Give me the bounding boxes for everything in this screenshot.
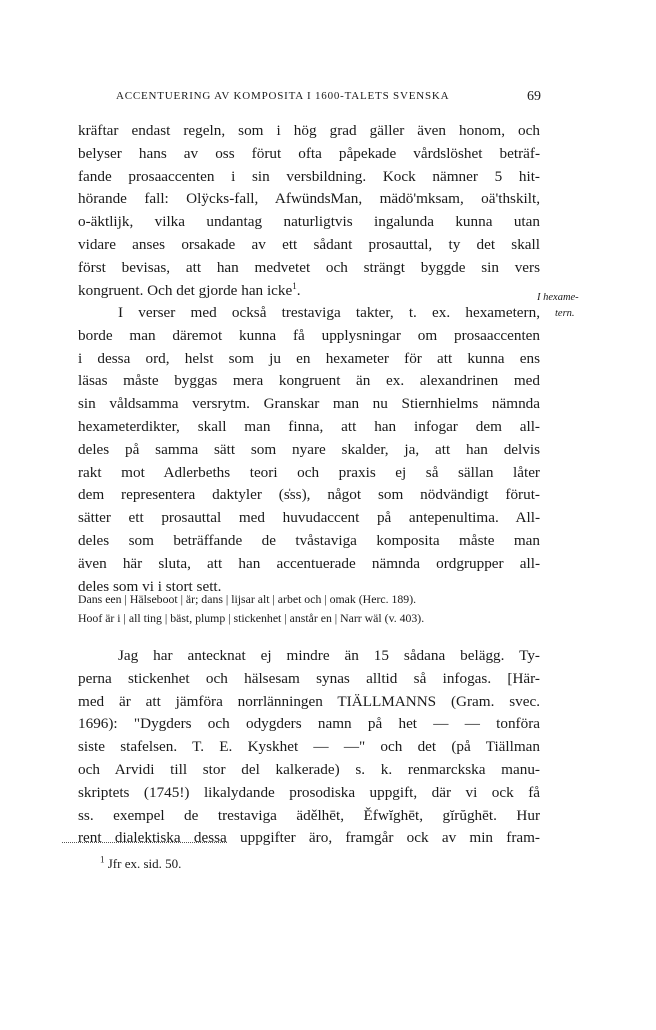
text-line: deles som beträffande de tvåstaviga komposita måste man <box>78 531 540 549</box>
text-line: hexameterdikter, skall man finna, att han infogar dem all- <box>78 417 540 435</box>
running-header <box>116 90 541 102</box>
text-line: Jag har antecknat ej mindre än 15 sådana belägg. Ty- <box>118 647 540 664</box>
text-line: deles som vi i stort sett. <box>78 577 222 595</box>
text-line: först bevisas, att han medvetet och strängt byggde sin vers <box>78 258 540 276</box>
text-line: skriptets (1745!) likalydande prosodiska uppgift, där vi ock få <box>78 783 540 801</box>
text-line: dem representera daktyler (s̍ss), något som nödvändigt förut- <box>78 486 540 504</box>
text-line: vidare anses orsakade av ett sådant prosauttal, ty det skall <box>78 235 540 253</box>
text-line: rent dialektiska dessa uppgifter äro, framgår ock av min fram- <box>78 829 540 847</box>
text-line: 1696): "Dygders och odygders namn på het — — tonföra <box>78 715 540 733</box>
text-line: belyser hans av oss förut ofta påpekade vårdslöshet beträf- <box>78 144 540 162</box>
text-line: sätter ett prosauttal med huvudaccent på antepenultima. All- <box>78 509 540 527</box>
text-line: o-äktlijk, vilka undantag naturligtvis ingalunda kunna utan <box>78 213 540 231</box>
text-line: läsas måste byggas mera kongruent än ex. alexandrinen med <box>78 372 540 390</box>
text-line: med är att jämföra norrlänningen TIÄLLMANNS (Gram. svec. <box>78 692 540 710</box>
text-line: siste stafelsen. T. E. Kyskhet — —" och det (på Tiällman <box>78 738 540 756</box>
footnote-rule <box>62 842 227 843</box>
running-title: ACCENTUERING AV KOMPOSITA I 1600-TALETS SVENSKA <box>116 90 450 102</box>
verse-line: Dans een | Hälseboot | är; dans | lijsar alt | arbet och | omak (Herc. 189). <box>78 592 417 606</box>
paragraph-2 <box>78 302 540 598</box>
text-line: borde man däremot kunna få upplysningar om prosaaccenten <box>78 326 540 344</box>
text-line: rakt mot Adlerbeths teori och praxis ej så sällan låter <box>78 463 540 481</box>
text-line: hörande fall: Olÿcks-fall, AfwündsMan, mädö'mksam, oä'thskilt, <box>78 190 540 208</box>
margin-note-line: tern. <box>555 308 575 319</box>
footnote-text: Jfr ex. sid. 50. <box>107 856 182 871</box>
footnote <box>100 856 181 872</box>
text-line: kräftar endast regeln, som i hög grad gäller även honom, och <box>78 122 540 139</box>
text-line: ss. exempel de trestaviga ädělhēt, Ěfwĭghēt, gĭrŭghēt. Hur <box>78 806 540 824</box>
margin-note-line: I hexame- <box>537 292 579 303</box>
text-line: sin våldsamma versrytm. Granskar man nu Stiernhielms nämnda <box>78 395 540 413</box>
page-number: 69 <box>527 89 541 104</box>
text-line: även här sluta, att han accentuerade nämnda ordgrupper all- <box>78 554 540 572</box>
text-fragment: . <box>296 281 301 299</box>
text-line: perna stickenhet och hälsesam synas alltid så infogas. [Här- <box>78 669 540 687</box>
margin-note <box>537 290 607 322</box>
text-line-last <box>78 280 540 303</box>
text-line: deles på samma sätt som nyare skalder, ja, att han delvis <box>78 440 540 458</box>
verse-line: Hoof är i | all ting | bäst, plump | stickenhet | anstår en | Narr wäl (v. 403). <box>78 611 425 625</box>
footnote-marker: 1 <box>100 854 105 865</box>
text-line: i dessa ord, helst som ju en hexameter för att kunna ens <box>78 349 540 367</box>
text-line: I verser med också trestaviga takter, t. ex. hexametern, <box>118 304 540 321</box>
verse-quotation <box>78 590 540 628</box>
paragraph-1 <box>78 120 540 302</box>
text-line: och Arvidi till stor del kalkerade) s. k. renmarckska manu- <box>78 760 540 778</box>
footnote-ref[interactable]: 1 <box>292 280 297 291</box>
paragraph-3 <box>78 645 540 850</box>
text-fragment: kongruent. Och det gjorde han icke <box>78 281 293 299</box>
text-line: fande prosaaccenten i sin versbildning. Kock nämner 5 hit- <box>78 167 540 185</box>
